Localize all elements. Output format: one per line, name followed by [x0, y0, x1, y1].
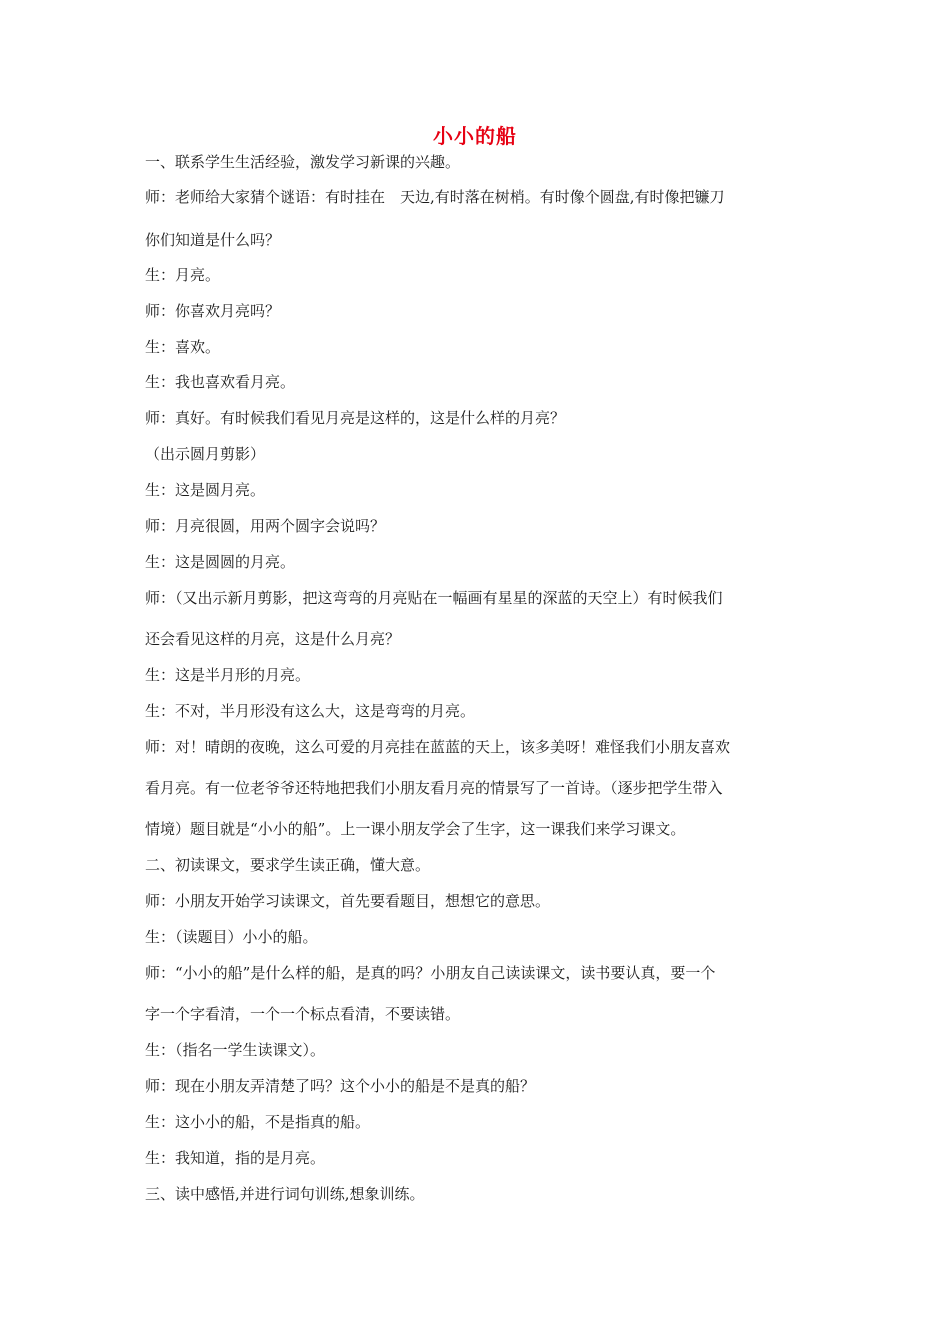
paragraph-line: 师：对！晴朗的夜晚，这么可爱的月亮挂在蓝蓝的天上，该多美呀！难怪我们小朋友喜欢	[145, 738, 731, 756]
paragraph-line: 生：喜欢。	[145, 338, 221, 356]
paragraph-line: 生：这是圆月亮。	[145, 481, 266, 499]
paragraph-line: 三、读中感悟,并进行词句训练,想象训练。	[145, 1185, 425, 1203]
paragraph-line: 还会看见这样的月亮，这是什么月亮？	[145, 630, 401, 648]
paragraph-line: 师：月亮很圆，用两个圆字会说吗？	[145, 517, 386, 535]
paragraph-line: 生：（指名一学生读课文）。	[145, 1041, 326, 1059]
paragraph-line: 生：这小小的船，不是指真的船。	[145, 1113, 371, 1131]
paragraph-line: 师：小朋友开始学习读课文，首先要看题目，想想它的意思。	[145, 892, 551, 910]
paragraph-line: 师：你喜欢月亮吗？	[145, 302, 281, 320]
paragraph-line: 看月亮。有一位老爷爷还特地把我们小朋友看月亮的情景写了一首诗。（逐步把学生带入	[145, 779, 723, 797]
paragraph-line: 师：真好。有时候我们看见月亮是这样的，这是什么样的月亮？	[145, 409, 566, 427]
paragraph-line: 生：我也喜欢看月亮。	[145, 373, 296, 391]
paragraph-line: 生：月亮。	[145, 266, 221, 284]
paragraph-line: 二、初读课文，要求学生读正确，懂大意。	[145, 856, 431, 874]
paragraph-line: 生：这是圆圆的月亮。	[145, 553, 296, 571]
paragraph-line: （出示圆月剪影）	[145, 445, 266, 463]
paragraph-line: 情境）题目就是“小小的船”。上一课小朋友学会了生字，这一课我们来学习课文。	[145, 820, 686, 838]
paragraph-line: 生：（读题目）小小的船。	[145, 928, 318, 946]
paragraph-line: 师：现在小朋友弄清楚了吗？这个小小的船是不是真的船？	[145, 1077, 536, 1095]
paragraph-line: 生：我知道，指的是月亮。	[145, 1149, 326, 1167]
paragraph-line: 一、联系学生生活经验，激发学习新课的兴趣。	[145, 153, 461, 171]
paragraph-line: 师：老师给大家猜个谜语：有时挂在 天边,有时落在树梢。有时像个圆盘,有时像把镰刀	[145, 188, 725, 206]
paragraph-line: 生：这是半月形的月亮。	[145, 666, 311, 684]
paragraph-line: 师：（又出示新月剪影，把这弯弯的月亮贴在一幅画有星星的深蓝的天空上）有时候我们	[145, 589, 723, 607]
paragraph-line: 师：“小小的船”是什么样的船，是真的吗？小朋友自己读读课文，读书要认真，要一个	[145, 964, 716, 982]
paragraph-line: 生：不对，半月形没有这么大，这是弯弯的月亮。	[145, 702, 476, 720]
paragraph-line: 字一个字看清，一个一个标点看清，不要读错。	[145, 1005, 461, 1023]
paragraph-line: 你们知道是什么吗？	[145, 231, 281, 249]
document-title: 小小的船	[433, 124, 517, 148]
